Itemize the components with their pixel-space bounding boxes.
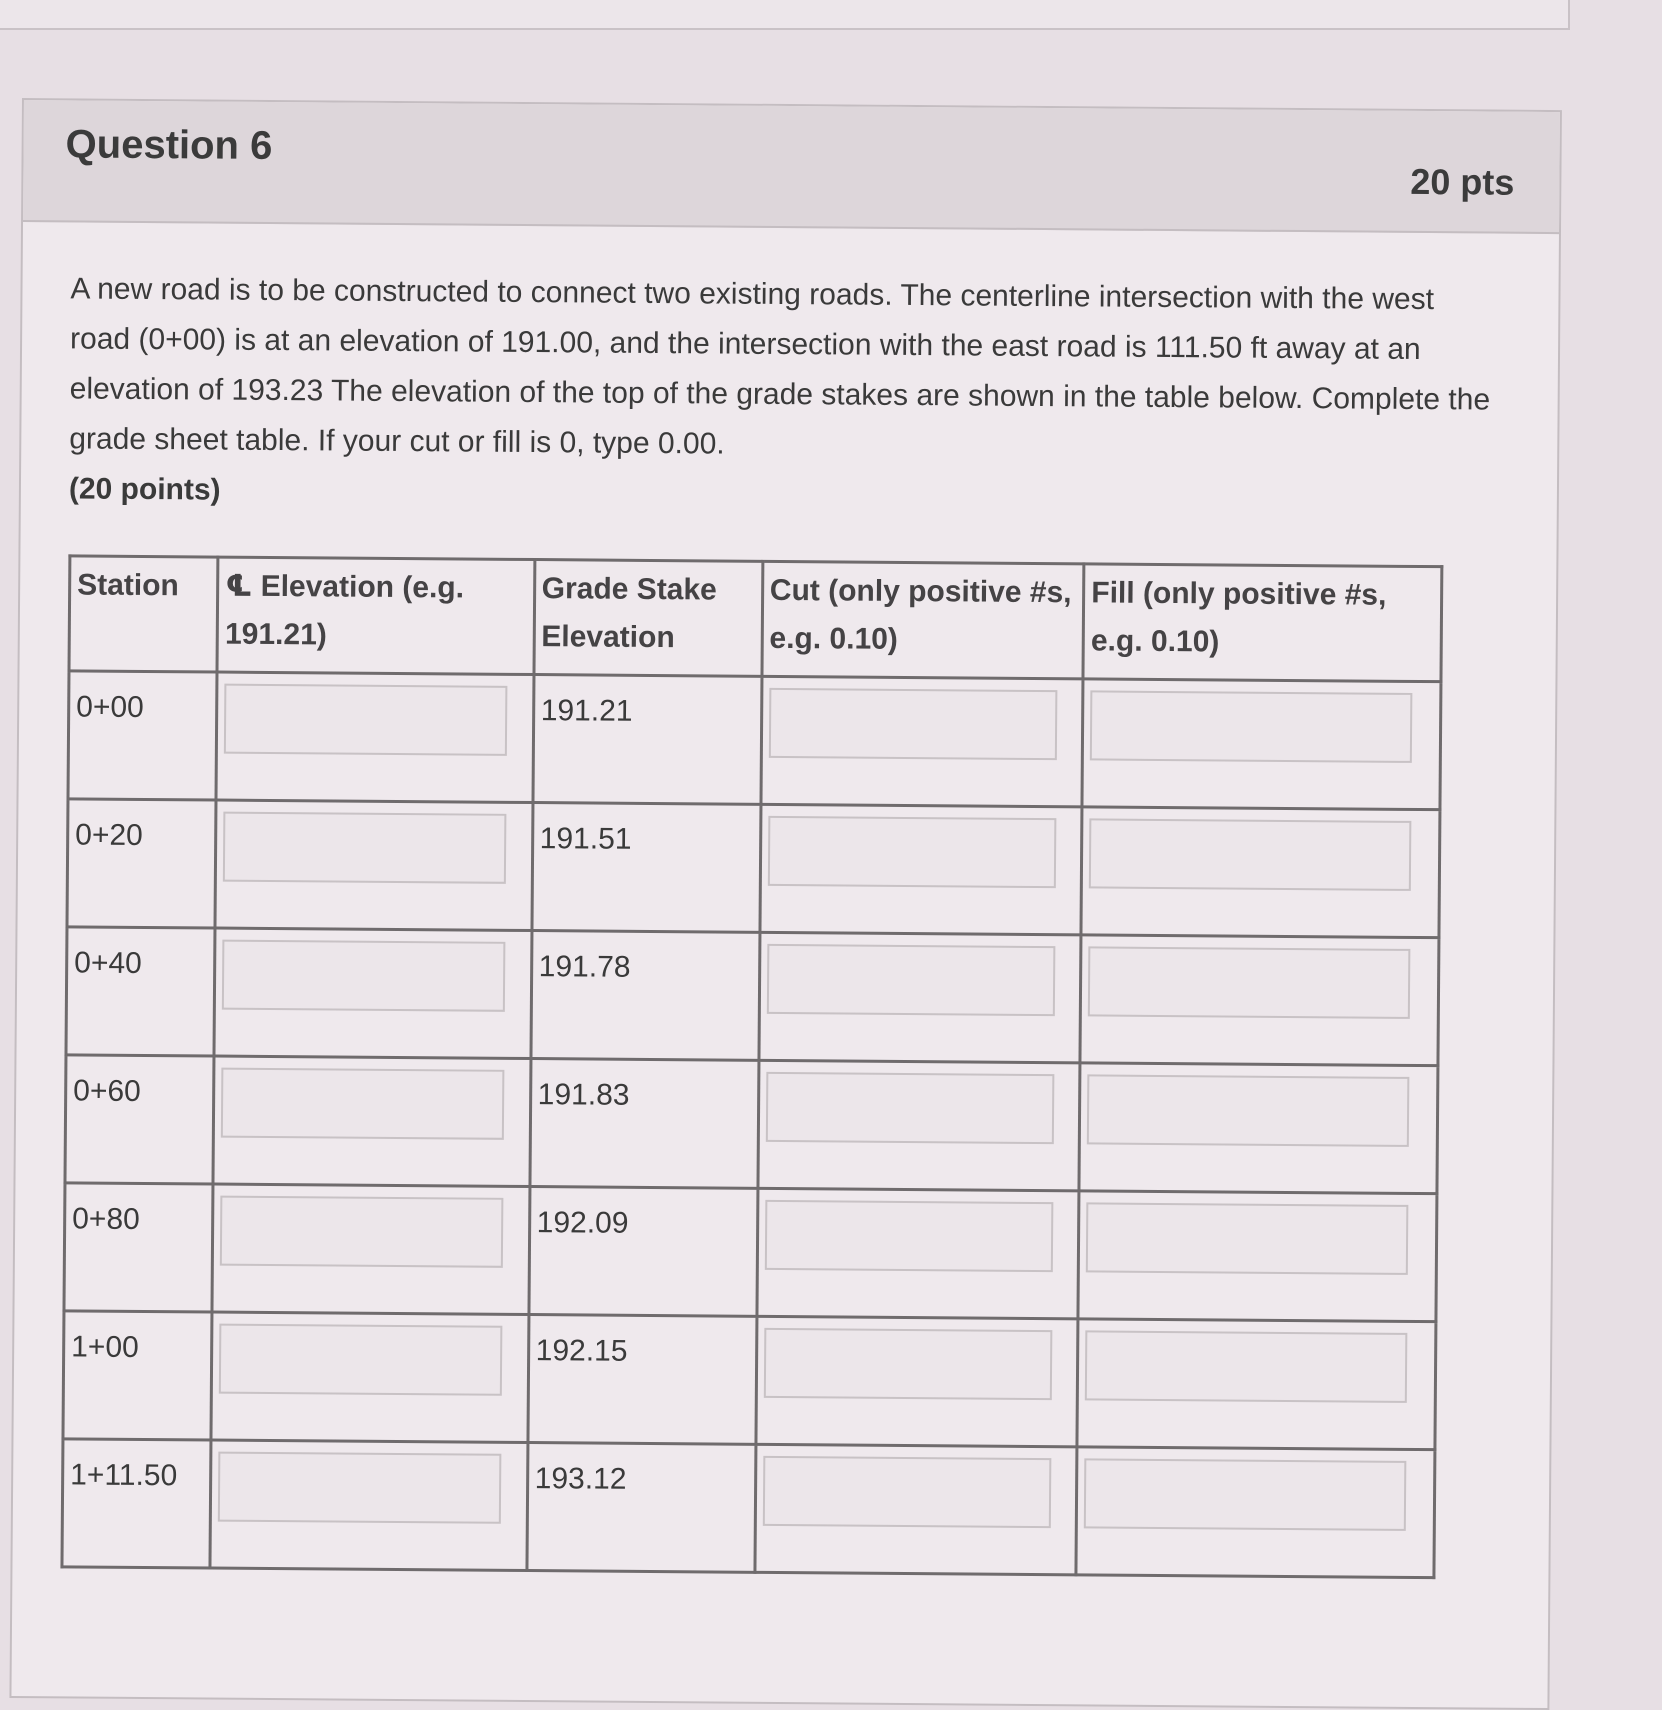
- grade-stake-cell: 192.15: [528, 1315, 757, 1445]
- grade-stake-cell: 193.12: [527, 1443, 756, 1573]
- question-prompt: A new road is to be constructed to connect two existing roads. The centerline intersection with the west road (0+00) is at an elevation of 191.00, and the intersection with the east road is 111.50 ft away at an elevation of 193.23 The elevation of the top of the grade stakes are shown in the table below. Complete the grade sheet table. If your cut or fill is 0, type 0.00.: [69, 272, 1491, 461]
- centerline-elevation-input[interactable]: [218, 1452, 502, 1524]
- header-cut: Cut (only positive #s, e.g. 0.10): [762, 561, 1084, 679]
- question-text: [69, 264, 1501, 525]
- table-row: [63, 1311, 1436, 1450]
- header-centerline-elevation-label: ℄ Elevation (e.g. 191.21): [224, 569, 465, 652]
- question-header: [23, 100, 1560, 234]
- cut-input[interactable]: [768, 816, 1057, 888]
- cut-input[interactable]: [766, 1072, 1055, 1144]
- fill-input[interactable]: [1088, 946, 1411, 1019]
- cut-input[interactable]: [769, 688, 1058, 760]
- header-station: Station: [69, 556, 218, 672]
- fill-input[interactable]: [1089, 818, 1412, 891]
- cut-input[interactable]: [767, 944, 1056, 1016]
- cut-input[interactable]: [765, 1200, 1054, 1272]
- fill-input[interactable]: [1086, 1202, 1409, 1275]
- question-points: 20 pts: [1410, 160, 1515, 203]
- station-cell: 0+20: [67, 799, 216, 928]
- question-body: [12, 222, 1559, 1580]
- header-fill: Fill (only positive #s, e.g. 0.10): [1083, 564, 1442, 682]
- question-title: Question 6: [65, 122, 273, 168]
- cut-input[interactable]: [764, 1328, 1053, 1400]
- station-cell: 0+60: [65, 1055, 214, 1184]
- centerline-elevation-input[interactable]: [221, 1068, 505, 1140]
- previous-question-card: [0, 0, 1570, 30]
- grade-stake-cell: 191.83: [530, 1059, 759, 1189]
- station-cell: 1+11.50: [62, 1439, 211, 1568]
- fill-input[interactable]: [1090, 690, 1413, 763]
- header-centerline-elevation: [217, 557, 534, 674]
- question-points-note: (20 points): [68, 472, 221, 507]
- station-cell: 0+80: [64, 1183, 213, 1312]
- centerline-elevation-input[interactable]: [219, 1324, 503, 1396]
- station-cell: 1+00: [63, 1311, 212, 1440]
- station-cell: 0+00: [68, 671, 217, 800]
- centerline-elevation-input[interactable]: [223, 812, 507, 884]
- fill-input[interactable]: [1085, 1330, 1408, 1403]
- question-card: [9, 98, 1562, 1710]
- grade-stake-cell: 191.51: [532, 803, 761, 933]
- centerline-elevation-input[interactable]: [222, 940, 506, 1012]
- table-row: [68, 671, 1441, 810]
- cut-input[interactable]: [763, 1456, 1052, 1528]
- centerline-elevation-input[interactable]: [224, 684, 508, 756]
- table-row: [65, 1055, 1438, 1194]
- table-row: [67, 799, 1440, 938]
- fill-input[interactable]: [1084, 1458, 1407, 1531]
- grade-stake-cell: 192.09: [529, 1187, 758, 1317]
- table-row: [64, 1183, 1437, 1322]
- table-row: [66, 927, 1439, 1066]
- grade-stake-cell: 191.21: [533, 675, 762, 805]
- centerline-elevation-input[interactable]: [220, 1196, 504, 1268]
- fill-input[interactable]: [1087, 1074, 1410, 1147]
- station-cell: 0+40: [66, 927, 215, 1056]
- grade-stake-cell: 191.78: [531, 931, 760, 1061]
- table-row: [62, 1439, 1435, 1578]
- header-grade-stake-elevation: Grade Stake Elevation: [534, 560, 763, 677]
- grade-sheet-table: [60, 554, 1443, 1579]
- table-header-row: [69, 556, 1442, 682]
